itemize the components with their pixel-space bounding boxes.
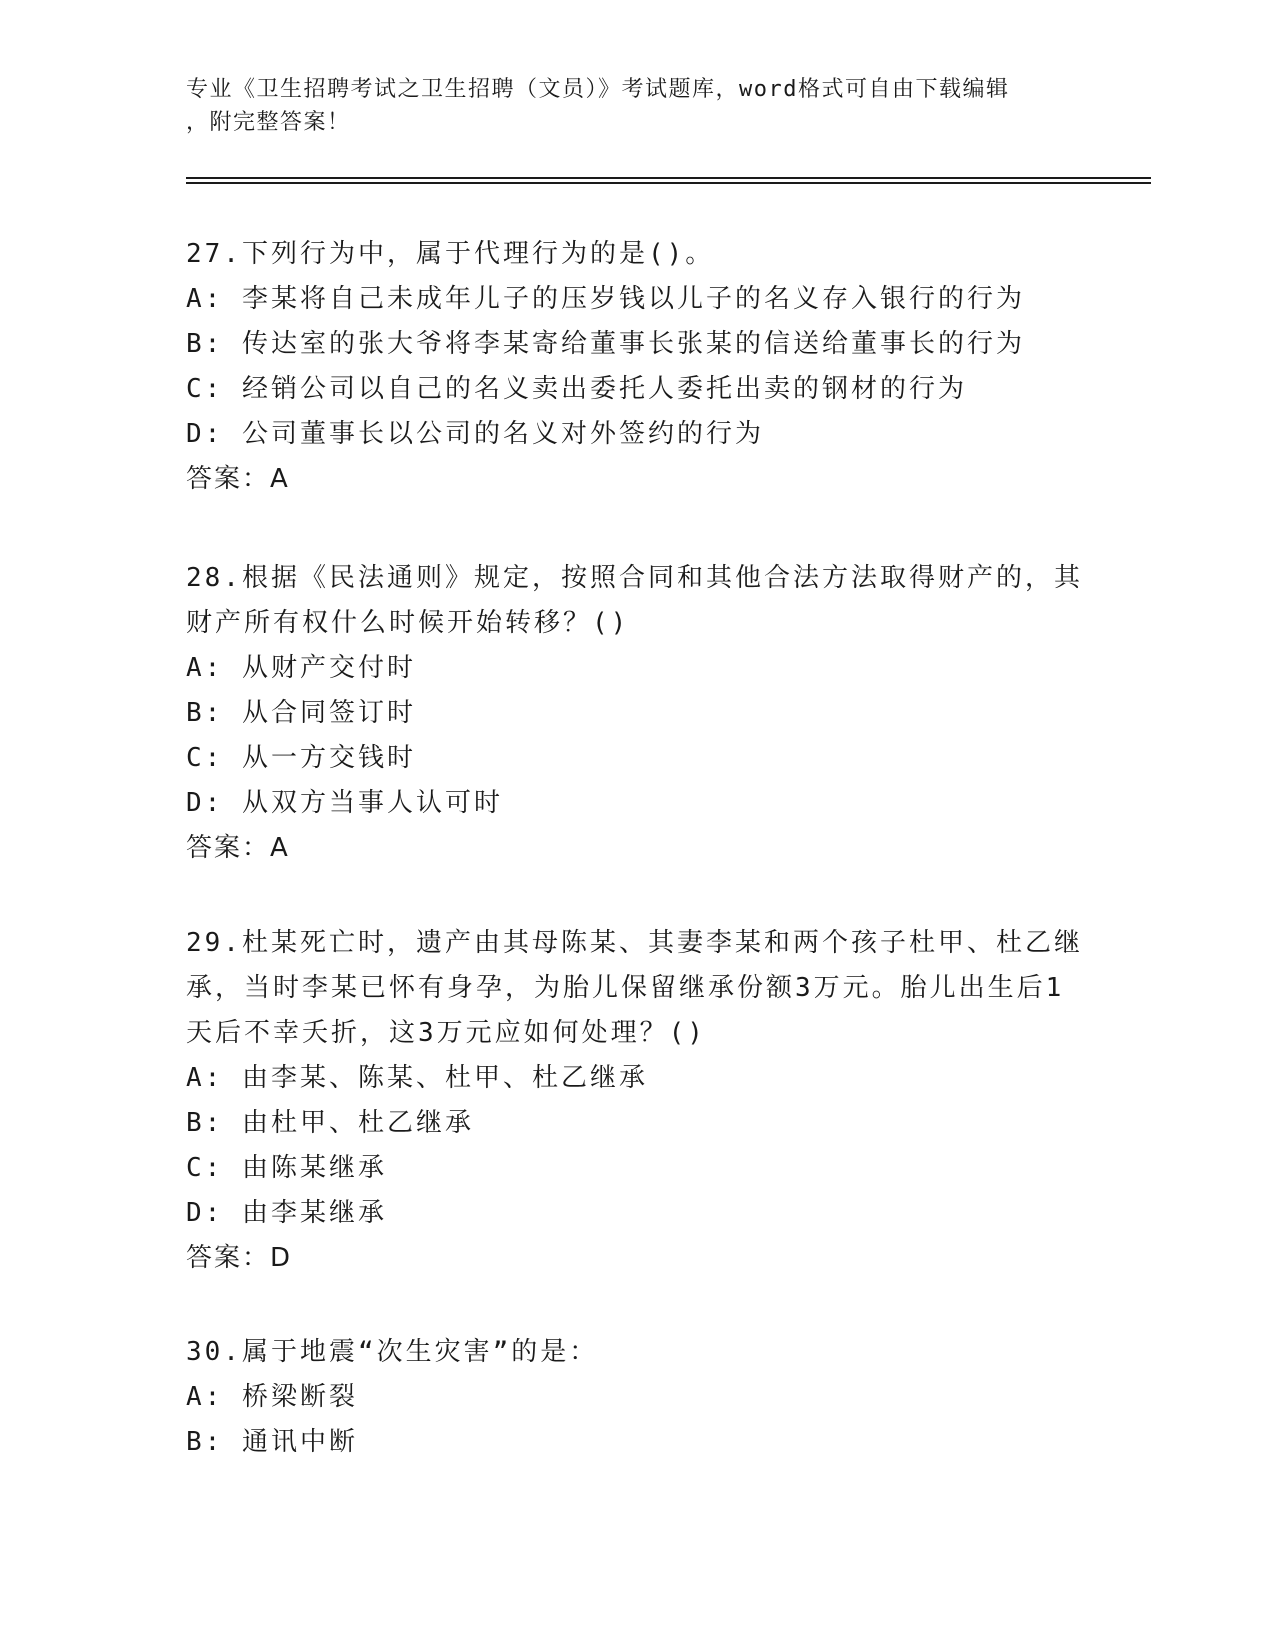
option-b: B: 传达室的张大爷将李某寄给董事长张某的信送给董事长的行为 [186, 329, 1025, 359]
answer: 答案：A [186, 833, 290, 863]
option-a: A: 从财产交付时 [186, 653, 416, 683]
answer: 答案：D [186, 1243, 293, 1273]
header-divider-bottom [186, 182, 1151, 184]
document-header: 专业《卫生招聘考试之卫生招聘（文员）》考试题库，word格式可自由下载编辑 ，附完整答案！ [186, 77, 1010, 135]
option-c: C: 经销公司以自己的名义卖出委托人委托出卖的钢材的行为 [186, 374, 967, 404]
question-stem: 29.杜某死亡时，遗产由其母陈某、其妻李某和两个孩子杜甲、杜乙继承，当时李某已怀有身孕，为胎儿保留继承份额3万元。胎儿出生后1天后不幸夭折，这3万元应如何处理？() [186, 928, 1083, 1048]
option-a: A: 由李某、陈某、杜甲、杜乙继承 [186, 1063, 648, 1093]
option-a: A: 桥梁断裂 [186, 1382, 358, 1412]
option-c: C: 从一方交钱时 [186, 743, 416, 773]
question-30 [186, 1330, 1086, 1465]
option-b: B: 通讯中断 [186, 1427, 358, 1457]
question-stem: 27.下列行为中，属于代理行为的是()。 [186, 239, 715, 269]
option-b: B: 由杜甲、杜乙继承 [186, 1108, 474, 1138]
question-27 [186, 232, 1086, 502]
question-29 [186, 921, 1086, 1281]
option-a: A: 李某将自己未成年儿子的压岁钱以儿子的名义存入银行的行为 [186, 284, 1025, 314]
question-stem: 28.根据《民法通则》规定，按照合同和其他合法方法取得财产的，其财产所有权什么时候开始转移？() [186, 563, 1083, 638]
header-divider-top [186, 177, 1151, 179]
question-28 [186, 556, 1086, 871]
option-c: C: 由陈某继承 [186, 1153, 387, 1183]
option-b: B: 从合同签订时 [186, 698, 416, 728]
option-d: D: 由李某继承 [186, 1198, 387, 1228]
answer: 答案：A [186, 464, 290, 494]
option-d: D: 从双方当事人认可时 [186, 788, 503, 818]
option-d: D: 公司董事长以公司的名义对外签约的行为 [186, 419, 764, 449]
question-stem: 30.属于地震“次生灾害”的是： [186, 1337, 599, 1367]
